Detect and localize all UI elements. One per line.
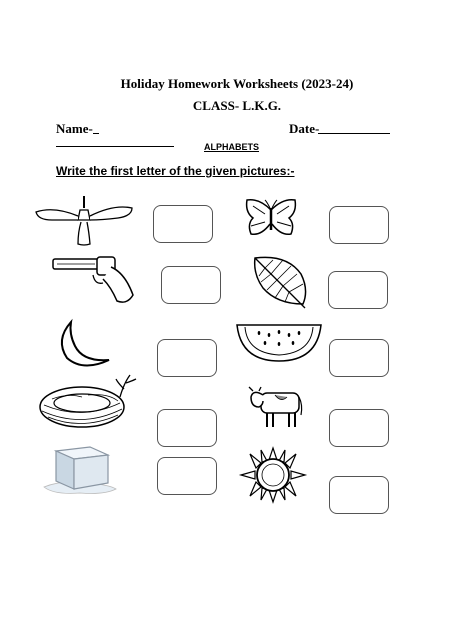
answer-box-8[interactable]: [329, 409, 389, 447]
class-label: CLASS- L.K.G.: [192, 98, 282, 113]
answer-box-9[interactable]: [157, 457, 217, 495]
answer-box-4[interactable]: [328, 271, 388, 309]
answer-box-2[interactable]: [329, 206, 389, 244]
date-label: Date-: [289, 121, 320, 136]
answer-box-10[interactable]: [329, 476, 389, 514]
ice-icon: [44, 437, 118, 495]
cow-icon: [247, 377, 305, 433]
nest-icon: [38, 371, 138, 433]
answer-box-6[interactable]: [329, 339, 389, 377]
answer-box-1[interactable]: [153, 205, 213, 243]
name-line: [56, 146, 174, 147]
name-underline: [93, 133, 99, 134]
gun-icon: [51, 255, 137, 307]
worksheet-title: Holiday Homework Worksheets (2023-24): [120, 76, 354, 91]
leaf-icon: [251, 252, 309, 310]
date-line: [318, 133, 390, 134]
ceiling-fan-icon: [34, 196, 134, 246]
moon-icon: [55, 320, 111, 368]
answer-box-3[interactable]: [161, 266, 221, 304]
instruction-text: Write the first letter of the given pictures:-: [56, 164, 295, 178]
watermelon-icon: [235, 323, 323, 363]
sun-icon: [241, 448, 305, 502]
butterfly-icon: [243, 198, 299, 240]
answer-box-5[interactable]: [157, 339, 217, 377]
answer-box-7[interactable]: [157, 409, 217, 447]
subject-heading: ALPHABETS: [204, 142, 260, 152]
name-label: Name-: [56, 121, 93, 136]
